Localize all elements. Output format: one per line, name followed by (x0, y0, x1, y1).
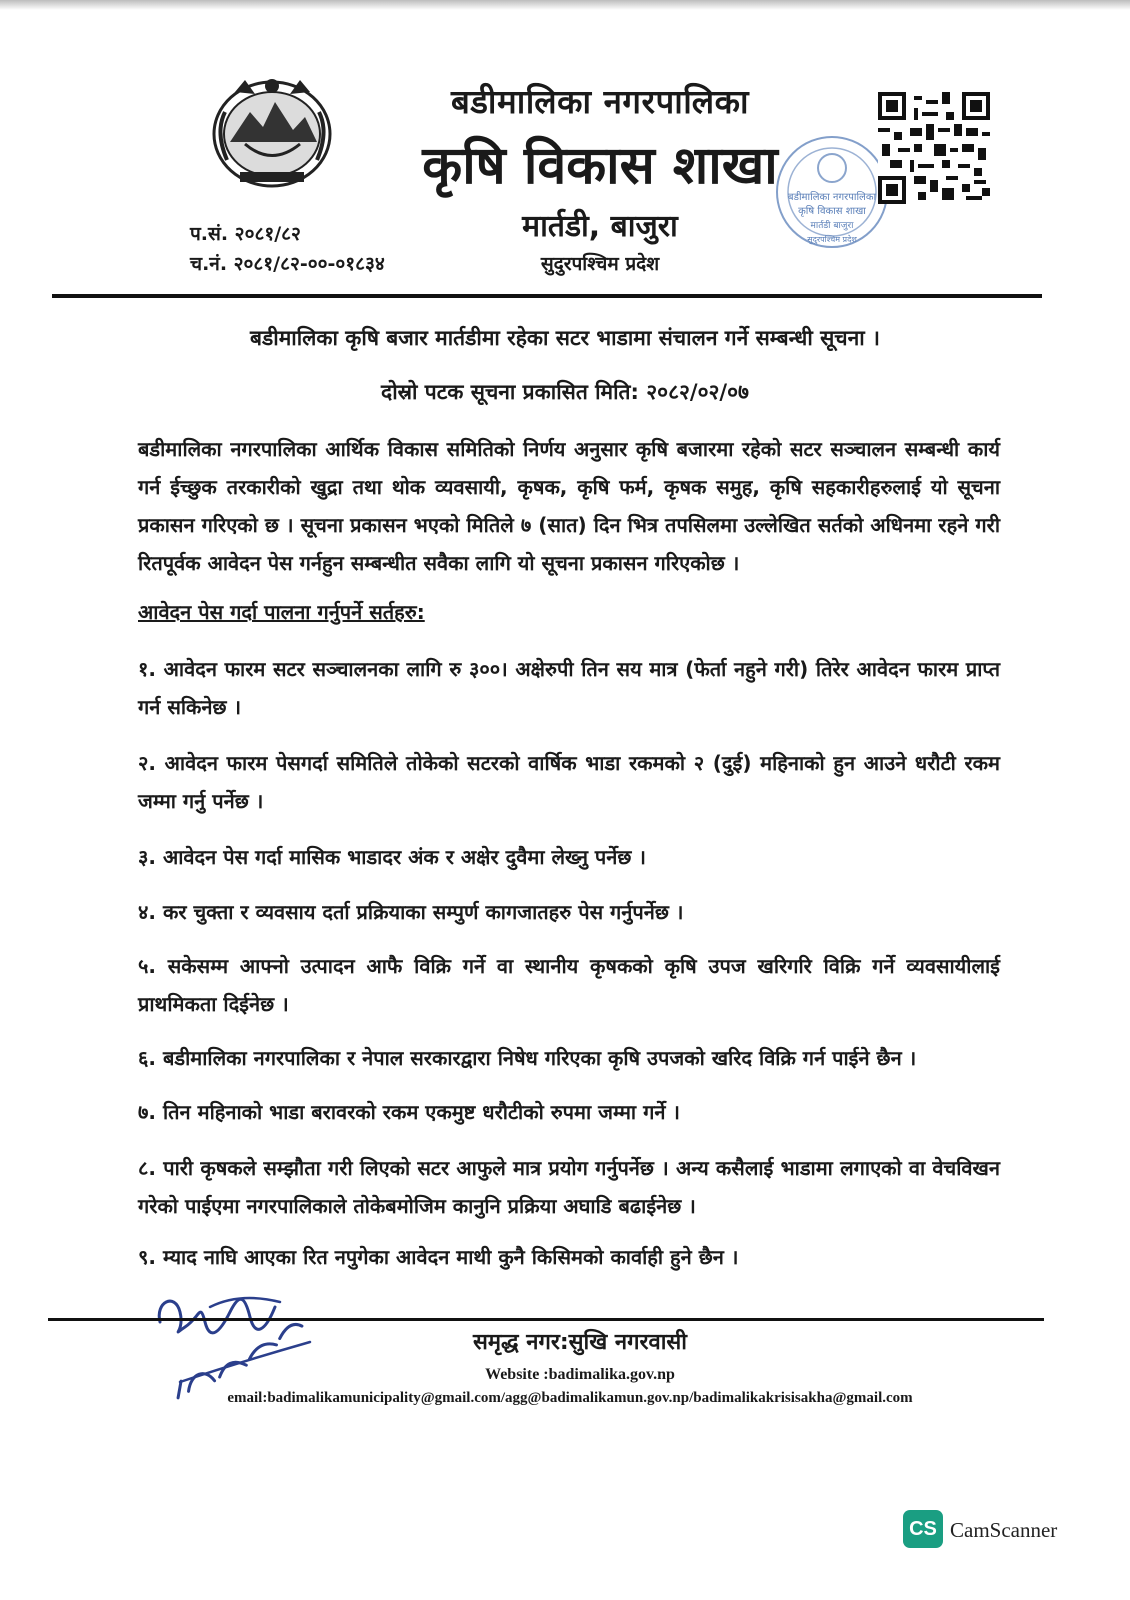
publication-date: दोस्रो पटक सूचना प्रकासित मिति: २०८२/०२/०७ (381, 380, 749, 404)
condition-item: ७. तिन महिनाको भाडा बरावरको रकम एकमुष्ट धरौटीको रुपमा जम्मा गर्ने । (138, 1100, 680, 1124)
notice-subject: बडीमालिका कृषि बजार मार्तडीमा रहेका सटर भाडामा संचालन गर्ने सम्बन्धी सूचना । (250, 326, 880, 350)
condition-item: ६. बडीमालिका नगरपालिका र नेपाल सरकारद्वारा निषेध गरिएका कृषि उपजको खरिद विक्रि गर्न पाईने छैन । (138, 1046, 917, 1070)
footer-email: email:badimalikamunicipality@gmail.com/agg@badimalikamun.gov.np/badimalikakrisisakha@gmail.com (227, 1390, 913, 1406)
nepal-emblem-icon (205, 72, 340, 192)
scan-border (0, 0, 1130, 10)
stamp-line: कृषि विकास शाखा (798, 206, 866, 217)
qr-code-icon (878, 92, 990, 204)
condition-item: ५. सकेसम्म आफ्नो उत्पादन आफै विक्रि गर्ने वा स्थानीय कृषकको कृषि उपज खरिगरि विक्रि गर्ने व्यवसायीलाई प्राथमिकता दिईनेछ । (138, 954, 1000, 1016)
footer-divider (48, 1318, 1044, 1321)
footer-website: Website :badimalika.gov.np (485, 1366, 675, 1383)
stamp-line: मार्तडी बाजुरा (810, 221, 854, 231)
condition-item: ९. म्याद नाघि आएका रित नपुगेका आवेदन माथी कुनै किसिमको कार्वाही हुने छैन । (138, 1245, 739, 1269)
reference-number: प.सं. २०८१/८२ (190, 223, 301, 245)
notice-body: बडीमालिका नगरपालिका आर्थिक विकास समितिको निर्णय अनुसार कृषि बजारमा रहेको सटर सञ्चालन सम्बन्धी कार्य गर्न ईच्छुक तरकारीको खुद्रा तथा थोक व्यवसायी, कृषक, कृषि फर्म, कृषक समुह, कृषि सहकारीहरुलाई यो सूचना प्रकासन गरिएको छ । सूचना प्रकासन भएको मितिले ७ (सात) दिन भित्र तपसिलमा उल्लेखित सर्तको अधिनमा रहने गरी रितपूर्वक आवेदन पेस गर्नहुन सम्बन्धीत सवैका लागि यो सूचना प्रकासन गरिएकोछ । (138, 437, 1000, 575)
stamp-line: सुदुरपश्चिम प्रदेश (807, 235, 857, 244)
condition-item: २. आवेदन फारम पेसगर्दा समितिले तोकेको सटरको वार्षिक भाडा रकमको २ (दुई) महिनाको हुन आउने धरौटी रकम जम्मा गर्नु पर्नेछ । (138, 751, 1000, 813)
header-divider (52, 294, 1042, 298)
office-location: मार्तडी, बाजुरा (522, 209, 678, 244)
footer-motto: समृद्ध नगर:सुखि नगरवासी (473, 1330, 687, 1355)
camscanner-logo-icon: CS (903, 1510, 943, 1548)
signature-icon (150, 1282, 320, 1402)
condition-item: ८. पारी कृषकले सम्झौता गरी लिएको सटर आफुले मात्र प्रयोग गर्नुपर्नेछ । अन्य कसैलाई भाडामा लगाएको वा वेचविखन गरेको पाईएमा नगरपालिकाले तोकेबमोजिम कानुनि प्रक्रिया अघाडि बढाईनेछ । (138, 1156, 1000, 1218)
org-name: बडीमालिका नगरपालिका (450, 82, 750, 121)
stamp-line: बडीमालिका नगरपालिका (787, 192, 877, 203)
branch-name: कृषि विकास शाखा (422, 136, 778, 196)
camscanner-watermark: CamScanner (950, 1518, 1058, 1542)
conditions-heading: आवेदन पेस गर्दा पालना गर्नुपर्ने सर्तहरु: (138, 600, 425, 624)
dispatch-number: च.नं. २०८१/८२-००-०१८३४ (190, 253, 385, 275)
condition-item: ४. कर चुक्ता र व्यवसाय दर्ता प्रक्रियाका सम्पुर्ण कागजातहरु पेस गर्नुपर्नेछ । (138, 900, 684, 924)
condition-item: ३. आवेदन पेस गर्दा मासिक भाडादर अंक र अक्षेर दुवैमा लेख्नु पर्नेछ । (138, 845, 646, 869)
condition-item: १. आवेदन फारम सटर सञ्चालनका लागि रु ३००। अक्षेरुपी तिन सय मात्र (फेर्ता नहुने गरी) तिरेर आवेदन फारम प्राप्त गर्न सकिनेछ । (138, 657, 1000, 719)
province-name: सुदुरपश्चिम प्रदेश (540, 253, 660, 275)
